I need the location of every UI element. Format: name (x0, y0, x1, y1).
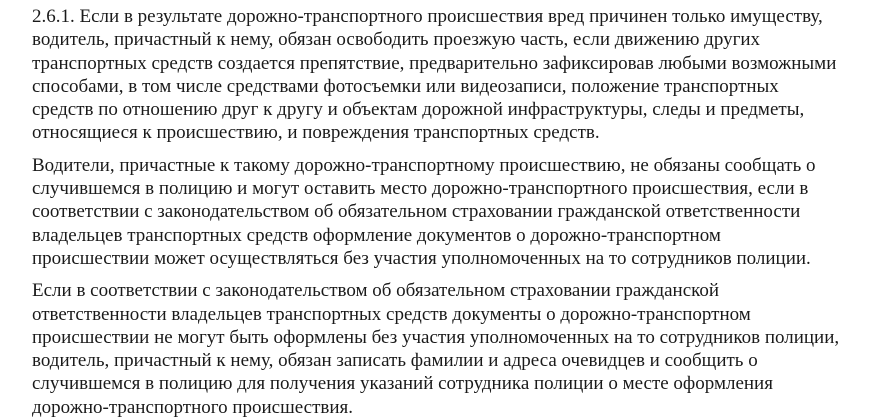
paragraph-witness-requirement: Если в соответствии с законодательством об обязательном страховании гражданской ответственности владельцев транспортных средств документы о дорожно-транспортном происшествии не могут быть оформлены без участия уполномоченных на то сотрудников полиции, водитель, причастный к нему, обязан записать фамилии и адреса очевидцев и сообщить о случившемся в полицию для получения указаний сотрудника полиции о месте оформления дорожно-транспортного происшествия. (32, 280, 840, 418)
paragraph-clause-2-6-1: 2.6.1. Если в результате дорожно-транспортного происшествия вред причинен только имуществу, водитель, причастный к нему, обязан освободить проезжую часть, если движению других транспортных средств создается препятствие, предварительно зафиксировав любыми возможными способами, в том числе средствами фотосъемки или видеозаписи, положение транспортных средств по отношению друг к другу и объектам дорожной инфраструктуры, следы и предметы, относящиеся к происшествию, и повреждения транспортных средств. (32, 6, 837, 144)
paragraph-reporting-exemption: Водители, причастные к такому дорожно-транспортному происшествию, не обязаны сообщать о случившемся в полицию и могут оставить место дорожно-транспортного происшествия, если в соответствии с законодательством об обязательном страховании гражданской ответственности владельцев транспортных средств оформление документов о дорожно-транспортном происшествии может осуществляться без участия уполномоченных на то сотрудников полиции. (32, 154, 816, 269)
